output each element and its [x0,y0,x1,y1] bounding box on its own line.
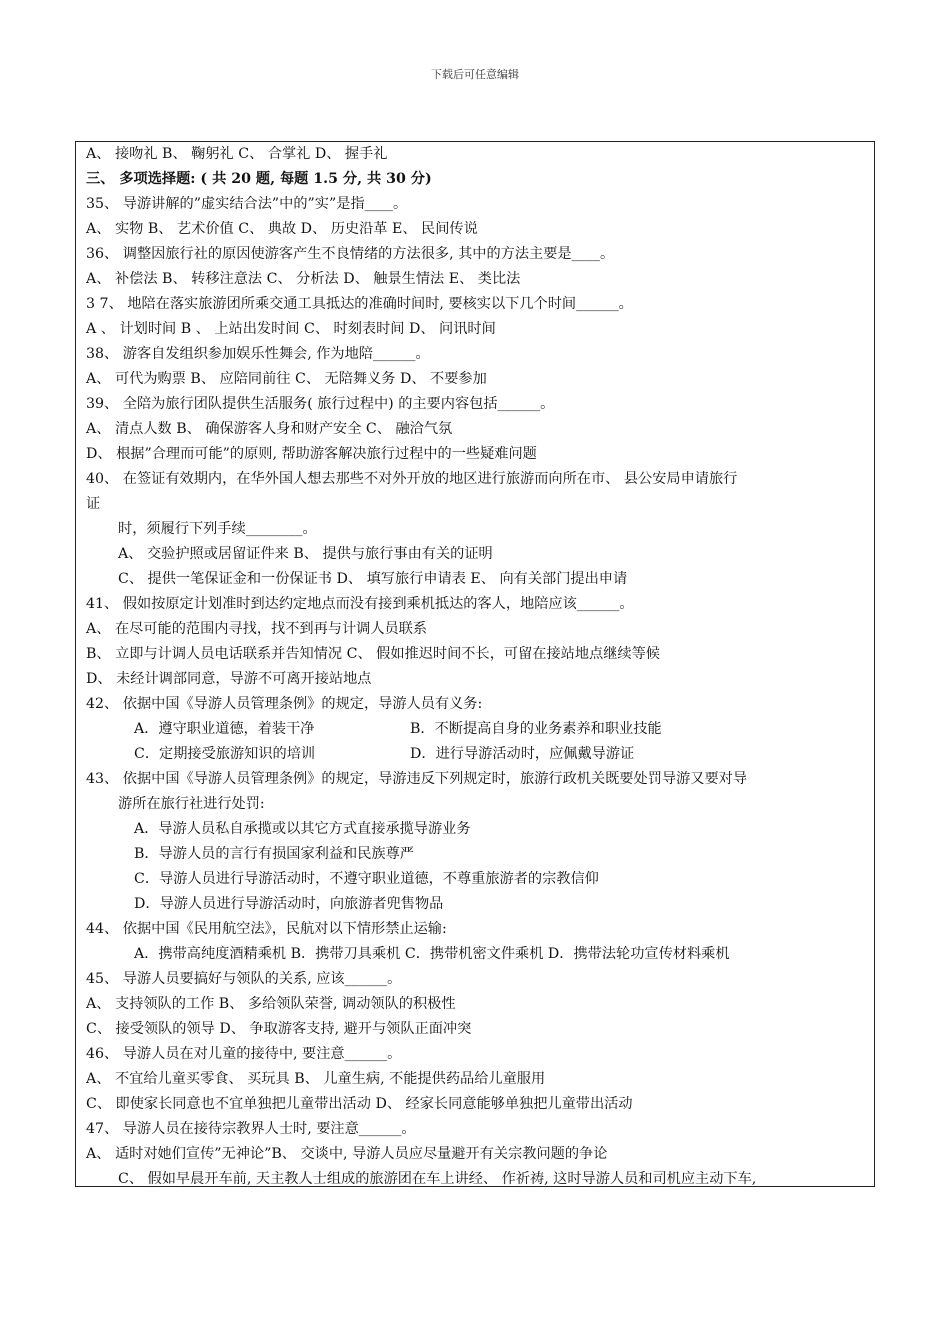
option-b: B．不断提高自身的业务素养和职业技能 [410,721,662,737]
question-47-options-1: A、 适时对她们宣传”无神论”B、 交谈中, 导游人员应尽量避开有关宗教问题的争论 [86,1146,608,1162]
question-47: 47、 导游人员在接待宗教界人士时, 要注意______。 [86,1121,416,1137]
question-40-wrap: 证 [86,496,101,512]
question-40-options-2: C、 提供一笔保证金和一份保证书 D、 填写旅行申请表 E、 向有关部门提出申请 [118,571,628,587]
question-39: 39、 全陪为旅行团队提供生活服务( 旅行过程中) 的主要内容包括______。 [86,396,555,412]
question-46: 46、 导游人员在对儿童的接待中, 要注意______。 [86,1046,402,1062]
question-46-options-1: A、 不宜给儿童买零食、 买玩具 B、 儿童生病, 不能提供药品给儿童服用 [86,1071,546,1087]
question-40-options-1: A、 交验护照或居留证件来 B、 提供与旅行事由有关的证明 [118,546,493,562]
question-43-option-d: D．导游人员进行导游活动时，向旅游者兜售物品 [134,896,444,912]
section-heading: 三、 多项选择题: ( 共 20 题, 每题 1.5 分, 共 30 分) [86,171,432,187]
question-43-wrap: 游所在旅行社进行处罚: [118,796,265,812]
question-44: 44、 依据中国《民用航空法》，民航对以下情形禁止运输: [86,921,447,937]
question-35: 35、 导游讲解的”虚实结合法”中的”实”是指____。 [86,196,408,212]
question-40-cont: 时，须履行下列手续________。 [118,521,317,537]
text-line: A、 接吻礼 B、 鞠躬礼 C、 合掌礼 D、 握手礼 [86,146,388,162]
page-header: 下载后可任意编辑 [431,68,519,81]
option-c: C．定期接受旅游知识的培训 [134,746,316,762]
question-44-options: A．携带高纯度酒精乘机 B．携带刀具乘机 C．携带机密文件乘机 D．携带法轮功宣传材料乘机 [134,946,730,962]
question-43: 43、 依据中国《导游人员管理条例》的规定，导游违反下列规定时，旅游行政机关既要处罚导游又要对导 [86,771,748,787]
question-45-options-2: C、 接受领队的领导 D、 争取游客支持, 避开与领队正面冲突 [86,1021,472,1037]
question-43-option-c: C．导游人员进行导游活动时，不遵守职业道德，不尊重旅游者的宗教信仰 [134,871,599,887]
question-47-options-2: C、 假如早晨开车前, 天主教人士组成的旅游团在车上讲经、 作祈祷, 这时导游人员和司机应主动下车, [118,1171,757,1187]
question-45-options-1: A、 支持领队的工作 B、 多给领队荣誉, 调动领队的积极性 [86,996,456,1012]
question-38-options: A、 可代为购票 B、 应陪同前往 C、 无陪舞义务 D、 不要参加 [86,371,487,387]
question-40: 40、 在签证有效期内，在华外国人想去那些不对外开放的地区进行旅游而向所在市、 县公安局申请旅行 [86,471,738,487]
option-a: A．遵守职业道德，着装干净 [134,721,315,737]
question-38: 38、 游客自发组织参加娱乐性舞会, 作为地陪______。 [86,346,430,362]
question-39-options-1: A、 清点人数 B、 确保游客人身和财产安全 C、 融洽气氛 [86,421,453,437]
content-frame [75,141,875,1187]
question-41: 41、 假如按原定计划准时到达约定地点而没有接到乘机抵达的客人，地陪应该______。 [86,596,634,612]
question-41-option-bc: B、 立即与计调人员电话联系并告知情况 C、 假如推迟时间不长，可留在接站地点继续等候 [86,646,660,662]
question-46-options-2: C、 即使家长同意也不宜单独把儿童带出活动 D、 经家长同意能够单独把儿童带出活动 [86,1096,633,1112]
question-39-options-2: D、 根据”合理而可能”的原则, 帮助游客解决旅行过程中的一些疑难问题 [86,446,537,462]
question-43-option-b: B．导游人员的言行有损国家利益和民族尊严 [134,846,414,862]
question-42-options-row2 [134,744,868,764]
question-45: 45、 导游人员要搞好与领队的关系, 应该______。 [86,971,402,987]
option-d: D．进行导游活动时，应佩戴导游证 [410,746,635,762]
question-41-option-d: D、 未经计调部同意，导游不可离开接站地点 [86,671,372,687]
question-42-options-row1 [134,719,868,739]
question-37-options: A 、 计划时间 B 、 上站出发时间 C、 时刻表时间 D、 问讯时间 [86,321,496,337]
question-37: 3 7、 地陪在落实旅游团所乘交通工具抵达的准确时间时, 要核实以下几个时间______。 [86,296,633,312]
question-36-options: A、 补偿法 B、 转移注意法 C、 分析法 D、 触景生情法 E、 类比法 [86,271,521,287]
question-42: 42、 依据中国《导游人员管理条例》的规定，导游人员有义务: [86,696,483,712]
question-36: 36、 调整因旅行社的原因使游客产生不良情绪的方法很多, 其中的方法主要是____。 [86,246,615,262]
question-43-option-a: A．导游人员私自承揽或以其它方式直接承揽导游业务 [134,821,471,837]
question-41-option-a: A、 在尽可能的范围内寻找，找不到再与计调人员联系 [86,621,428,637]
question-35-options: A、 实物 B、 艺术价值 C、 典故 D、 历史沿革 E、 民间传说 [86,221,478,237]
